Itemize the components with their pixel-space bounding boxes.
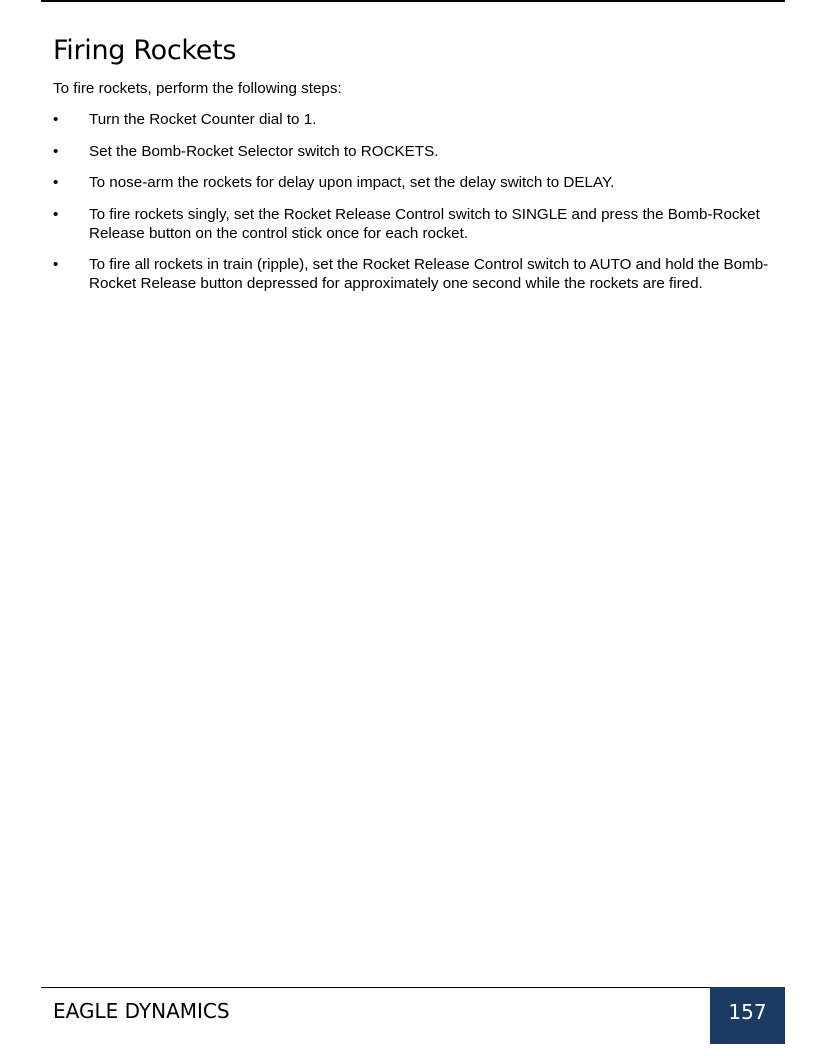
step-text: To nose-arm the rockets for delay upon impact, set the delay switch to DELAY. xyxy=(89,174,615,191)
step-item-3 xyxy=(53,173,773,192)
steps-list xyxy=(53,110,773,306)
step-text: Set the Bomb-Rocket Selector switch to ROCKETS. xyxy=(89,142,439,160)
intro-paragraph: To fire rockets, perform the following steps: xyxy=(53,80,342,97)
step-text: To fire rockets singly, set the Rocket Release Control switch to SINGLE and press the Bomb-Rocket Release button on the control stick once for each rocket. xyxy=(89,205,760,242)
step-text: Turn the Rocket Counter dial to 1. xyxy=(89,111,317,128)
footer-rule xyxy=(41,987,710,988)
step-item-1 xyxy=(53,110,773,129)
footer-company-name: EAGLE DYNAMICS xyxy=(53,999,230,1023)
page-title: Firing Rockets xyxy=(53,35,237,66)
step-item-4 xyxy=(53,205,773,243)
bullet-icon: • xyxy=(53,174,59,191)
page-number-badge xyxy=(710,987,785,1044)
bullet-icon: • xyxy=(53,142,59,160)
page-number: 157 xyxy=(728,999,767,1024)
step-item-5 xyxy=(53,255,773,293)
bullet-icon: • xyxy=(53,111,59,128)
step-item-2 xyxy=(53,142,773,161)
header-rule xyxy=(41,0,785,2)
step-text: To fire all rockets in train (ripple), set the Rocket Release Control switch to AUTO and hold the Bomb-Rocket Release button depressed for approximately one second while the rockets are fired. xyxy=(89,256,769,292)
bullet-icon: • xyxy=(53,256,59,273)
bullet-icon: • xyxy=(53,205,59,223)
